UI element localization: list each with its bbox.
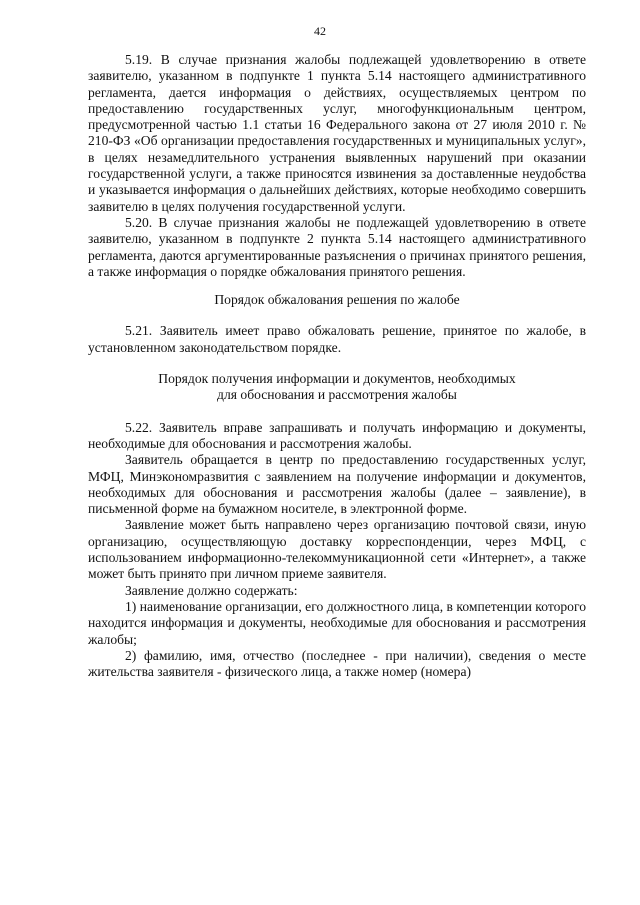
paragraph-5-22: 5.22. Заявитель вправе запрашивать и получать информацию и документы, необходимые для обоснования и рассмотрения жалобы. bbox=[88, 419, 586, 451]
page-number: 42 bbox=[314, 24, 326, 38]
list-item-1: 1) наименование организации, его должностного лица, в компетенции которого находится информация и документы, необходимые для обоснования и рассмотрения жалобы; bbox=[88, 598, 586, 647]
paragraph-5-21: 5.21. Заявитель имеет право обжаловать решение, принятое по жалобе, в установленном законодательством порядке. bbox=[88, 323, 586, 355]
section-heading-appeal: Порядок обжалования решения по жалобе bbox=[214, 292, 460, 308]
paragraph-application-channels: Заявление может быть направлено через организацию почтовой связи, иную организацию, осуществляющую доставку корреспонденции, через МФЦ, с использованием информационно-телекоммуникационной сети «Интернет», а также может быть принято при личном приеме заявителя. bbox=[88, 517, 586, 582]
section-heading-information bbox=[88, 371, 586, 404]
paragraph-5-19: 5.19. В случае признания жалобы подлежащей удовлетворению в ответе заявителю, указанном в подпункте 1 пункта 5.14 настоящего административного регламента, дается информация о действиях, осуществляемых центром по предоставлению государственных услуг, многофункциональным центром, предусмотренной частью 1.1 статьи 16 Федерального закона от 27 июля 2010 г. № 210-ФЗ «Об организации предоставления государственных и муниципальных услуг», в целях незамедлительного устранения выявленных нарушений при оказании государственной услуги, а также приносятся извинения за доставленные неудобства и указывается информация о дальнейших действиях, которые необходимо совершить заявителю в целях получения государственной услуги. bbox=[88, 52, 586, 214]
paragraph-application-contents: Заявление должно содержать: bbox=[125, 582, 298, 598]
paragraph-5-20: 5.20. В случае признания жалобы не подлежащей удовлетворению в ответе заявителю, указанном в подпункте 2 пункта 5.14 настоящего административного регламента, даются аргументированные разъяснения о причинах принятого решения, а также информация о порядке обжалования принятого решения. bbox=[88, 214, 586, 279]
document-body bbox=[88, 52, 586, 680]
section-heading-line-2: для обоснования и рассмотрения жалобы bbox=[217, 387, 457, 403]
section-heading-line-1: Порядок получения информации и документов, необходимых bbox=[158, 371, 516, 387]
list-item-2: 2) фамилию, имя, отчество (последнее - при наличии), сведения о месте жительства заявителя - физического лица, а также номер (номера) bbox=[88, 647, 586, 680]
paragraph-application-submission: Заявитель обращается в центр по предоставлению государственных услуг, МФЦ, Минэкономразвития с заявлением на получение информации и документов, необходимых для обоснования и рассмотрения жалобы (далее – заявление), в письменной форме на бумажном носителе, в электронной форме. bbox=[88, 452, 586, 517]
